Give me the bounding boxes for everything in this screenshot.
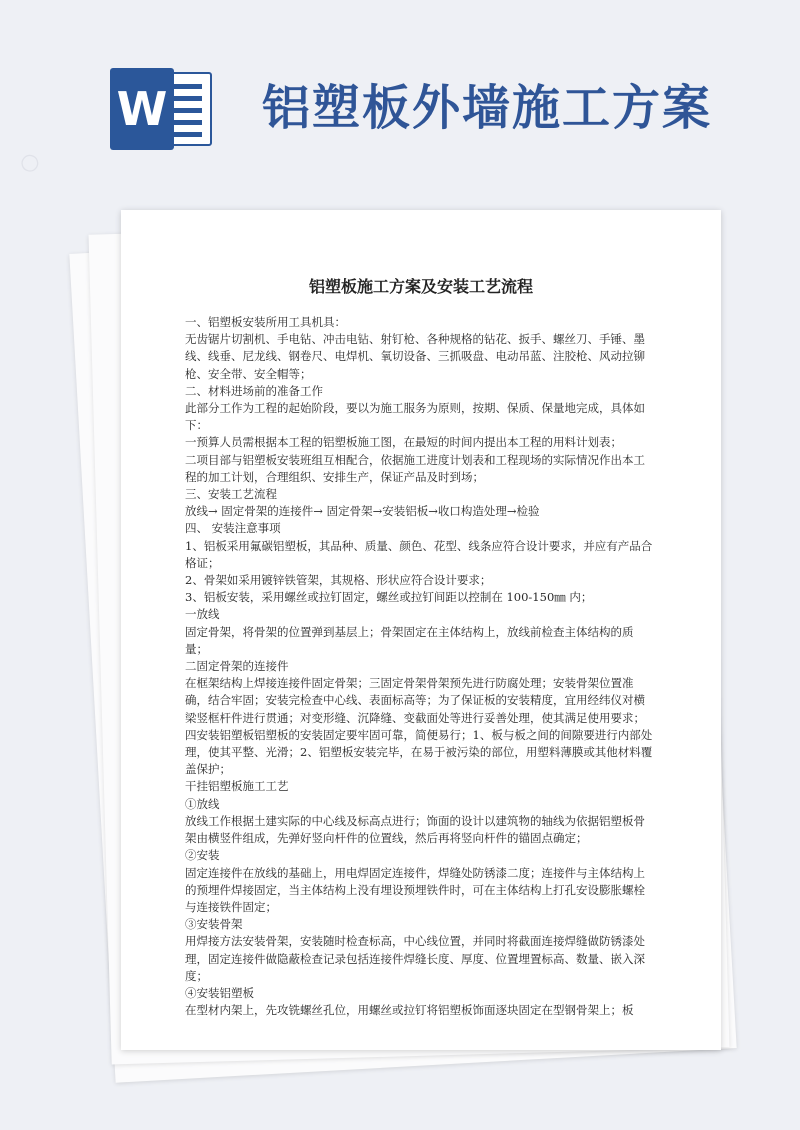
document-paragraph: 一、铝塑板安装所用工具机具： bbox=[185, 315, 346, 329]
header-banner bbox=[0, 0, 800, 200]
document-paragraph: 二、材料进场前的准备工作 bbox=[185, 383, 323, 398]
document-paragraph: 固定连接件在放线的基础上，用电焊固定连接件，焊缝处防锈漆二度；连接件与主体结构上的预埋件焊接固定，当主体结构上没有埋设预埋铁件时，可在主体结构上打孔安设膨胀螺栓与连接铁件固定； bbox=[185, 865, 645, 914]
document-paragraph: 固定骨架，将骨架的位置弹到基层上；骨架固定在主体结构上，放线前检查主体结构的质量； bbox=[185, 624, 634, 656]
document-paragraph: 1、铝板采用氟碳铝塑板，其品种、质量、颜色、花型、线条应符合设计要求，并应有产品合格证； bbox=[185, 538, 653, 570]
document-paragraph: 干挂铝塑板施工工艺 bbox=[185, 779, 289, 794]
document-title: 铝塑板施工方案及安装工艺流程 bbox=[308, 277, 533, 296]
word-icon-badge: W bbox=[110, 68, 174, 150]
document-page bbox=[121, 210, 721, 1050]
document-paragraph: 在框架结构上焊接连接件固定骨架；三固定骨架骨架预先进行防腐处理；安装骨架位置准确，结合牢固；安装完检查中心线、表面标高等；为了保证板的安装精度，宜用经纬仪对横梁竖框杆件进行贯通；对变形缝、沉降缝、变截面处等进行妥善处理，使其满足使用要求；四安装铝塑板铝塑板的安装固定要牢固可靠，简便易行；1、板与板之间的间隙要进行内部处理，使其平整、光滑；2、铝塑板安装完毕，在易于被污染的部位，用塑料薄膜或其他材料覆盖保护； bbox=[185, 676, 653, 777]
document-paragraph: 一放线 bbox=[185, 607, 220, 622]
document-paragraph: 三、安装工艺流程 bbox=[185, 487, 277, 502]
word-document-icon bbox=[110, 68, 214, 150]
document-paragraph: ④安装铝塑板 bbox=[185, 985, 254, 1000]
document-paragraph: 3、铝板安装，采用螺丝或拉钉固定，螺丝或拉钉间距以控制在 100-150㎜ 内； bbox=[185, 590, 593, 605]
document-paragraph: 二固定骨架的连接件 bbox=[185, 659, 289, 674]
document-paragraph: 四、 安装注意事项 bbox=[185, 521, 281, 536]
document-paragraph: ③安装骨架 bbox=[185, 917, 243, 932]
document-paragraph: 无齿锯片切割机、手电钻、冲击电钻、射钉枪、各种规格的钻花、扳手、螺丝刀、手锤、墨线、线垂、尼龙线、钢卷尺、电焊机、氧切设备、三抓吸盘、电动吊蓝、注胶枪、风动拉铆枪、安全带、安全帽等； bbox=[185, 332, 645, 381]
page-title: 铝塑板外墙施工方案 bbox=[262, 80, 713, 136]
document-paragraph: ①放线 bbox=[185, 796, 220, 811]
document-paragraph: 二项目部与铝塑板安装班组互相配合，依据施工进度计划表和工程现场的实际情况作出本工程的加工计划，合理组织、安排生产，保证产品及时到场； bbox=[185, 452, 645, 484]
document-paragraph: 放线→ 固定骨架的连接件→ 固定骨架→安装铝板→收口构造处理→检验 bbox=[185, 504, 540, 519]
watermark-decoration: ○ bbox=[16, 147, 43, 178]
document-paragraph: 放线工作根据土建实际的中心线及标高点进行；饰面的设计以建筑物的轴线为依据铝塑板骨架由横竖件组成，先弹好竖向杆件的位置线，然后再将竖向杆件的锚固点确定； bbox=[185, 813, 645, 846]
document-paragraph: 用焊接方法安装骨架，安装随时检查标高，中心线位置，并同时将截面连接焊缝做防锈漆处理，固定连接件做隐蔽检查记录包括连接件焊缝长度、厚度、位置埋置标高、数量、嵌入深度； bbox=[185, 934, 645, 983]
document-paragraph: 一预算人员需根据本工程的铝塑板施工图，在最短的时间内提出本工程的用料计划表； bbox=[185, 435, 622, 450]
document-paragraph: ②安装 bbox=[185, 848, 220, 863]
document-paragraph: 2、骨架如采用镀锌铁管架，其规格、形状应符合设计要求； bbox=[185, 573, 492, 588]
document-body bbox=[185, 314, 655, 1019]
document-paragraph: 在型材内架上，先攻铣螺丝孔位，用螺丝或拉钉将铝塑板饰面逐块固定在型钢骨架上；板 bbox=[185, 1003, 634, 1018]
document-paragraph: 此部分工作为工程的起始阶段，要以为施工服务为原则，按期、保质、保量地完成，具体如下： bbox=[185, 401, 645, 433]
